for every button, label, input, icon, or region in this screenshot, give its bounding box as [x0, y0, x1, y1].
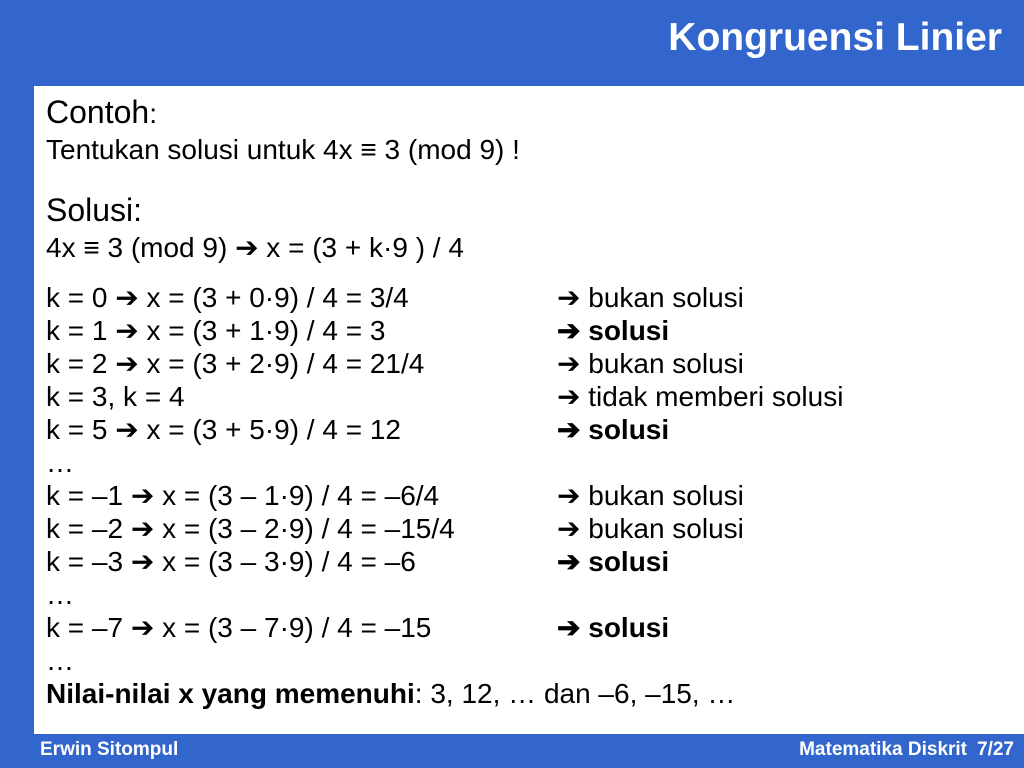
slide-title: Kongruensi Linier: [668, 16, 1002, 59]
row-km1: k = –1 ➔ x = (3 – 1·9) / 4 = –6/4: [46, 480, 440, 511]
problem-text: Tentukan solusi untuk 4x ≡ 3 (mod 9) !: [46, 134, 520, 165]
ellipsis-3: …: [46, 645, 74, 676]
conclusion: [46, 680, 735, 708]
row-k3-k4-result: ➔ tidak memberi solusi: [557, 381, 844, 412]
row-k1: k = 1 ➔ x = (3 + 1·9) / 4 = 3: [46, 315, 386, 346]
row-km3-result: ➔ solusi: [557, 546, 670, 577]
footer-right: [799, 740, 1014, 759]
conclusion-values: : 3, 12, … dan –6, –15, …: [414, 678, 736, 709]
row-k2-result: ➔ bukan solusi: [557, 348, 744, 379]
ellipsis-1: …: [46, 447, 74, 478]
row-k0-result: ➔ bukan solusi: [557, 282, 744, 313]
example-heading: Contoh:: [46, 94, 157, 130]
footer-page-number: 7/27: [977, 739, 1014, 760]
row-k5: k = 5 ➔ x = (3 + 5·9) / 4 = 12: [46, 414, 401, 445]
row-km7: k = –7 ➔ x = (3 – 7·9) / 4 = –15: [46, 612, 432, 643]
row-km2-result: ➔ bukan solusi: [557, 513, 744, 544]
solution-equation: 4x ≡ 3 (mod 9) ➔ x = (3 + k·9 ) / 4: [46, 232, 464, 263]
row-k3-k4: k = 3, k = 4: [46, 381, 185, 412]
footer-author: Erwin Sitompul: [40, 739, 179, 760]
row-k0: k = 0 ➔ x = (3 + 0·9) / 4 = 3/4: [46, 282, 409, 313]
row-k5-result: ➔ solusi: [557, 414, 670, 445]
slide-content: [34, 86, 1024, 734]
row-km7-result: ➔ solusi: [557, 612, 670, 643]
ellipsis-2: …: [46, 579, 74, 610]
row-k2: k = 2 ➔ x = (3 + 2·9) / 4 = 21/4: [46, 348, 425, 379]
row-km2: k = –2 ➔ x = (3 – 2·9) / 4 = –15/4: [46, 513, 455, 544]
footer-course: Matematika Diskrit: [799, 739, 968, 760]
conclusion-label: Nilai-nilai x yang memenuhi: [46, 678, 415, 709]
solution-heading: Solusi:: [46, 192, 143, 228]
row-k1-result: ➔ solusi: [557, 315, 670, 346]
row-km3: k = –3 ➔ x = (3 – 3·9) / 4 = –6: [46, 546, 416, 577]
row-km1-result: ➔ bukan solusi: [557, 480, 744, 511]
